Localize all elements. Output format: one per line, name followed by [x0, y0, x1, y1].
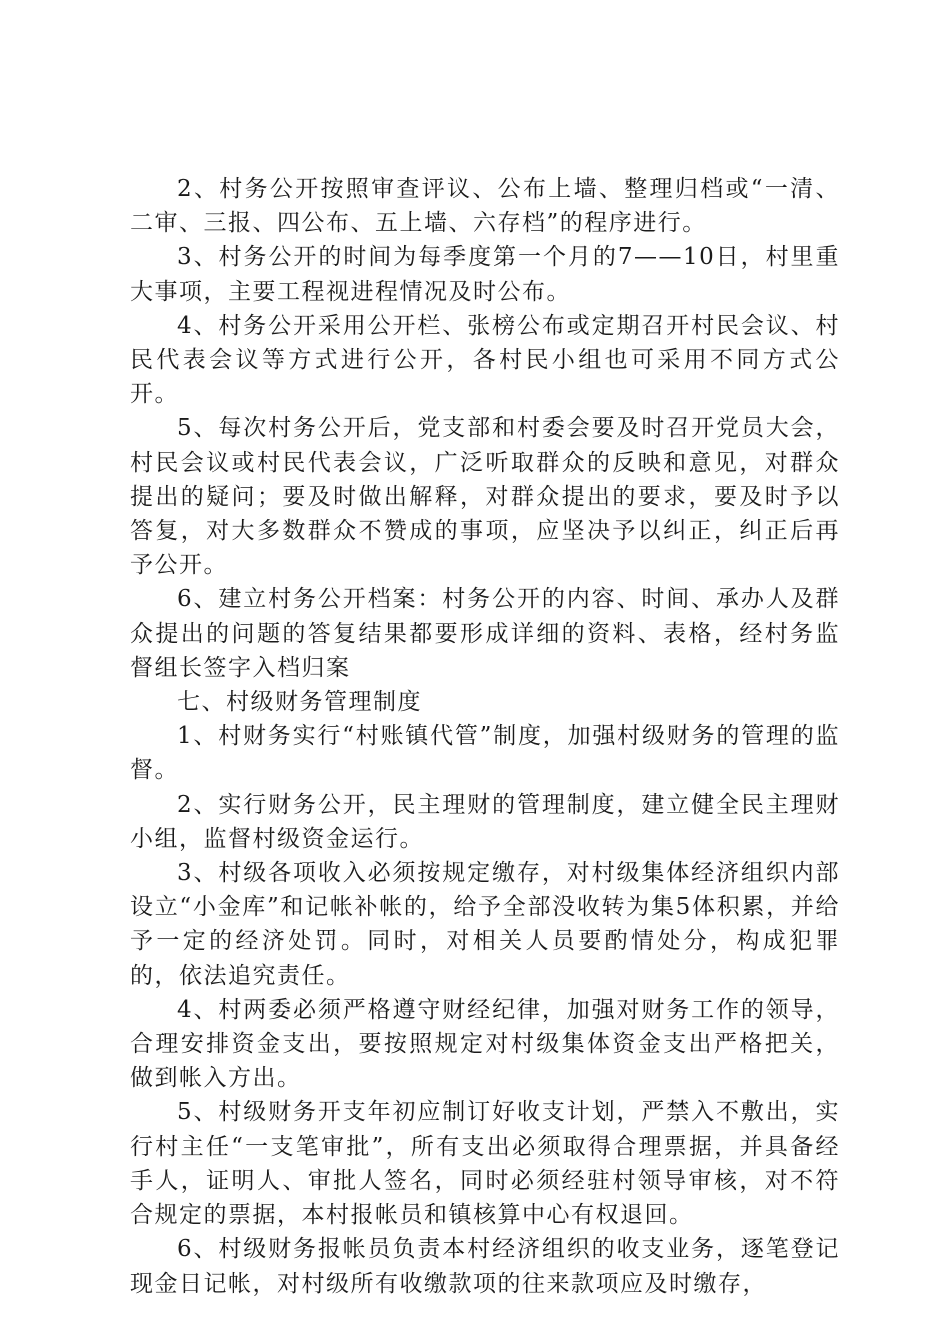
document-body: [130, 172, 840, 1301]
paragraph-village-affairs-feedback: 5、每次村务公开后，党支部和村委会要及时召开党员大会，村民会议或村民代表会议，广泛听取群众的反映和意见，对群众提出的疑问；要及时做出解释，对群众提出的要求，要及时予以答复，对大多数群众不赞成的事项，应坚决予以纠正，纠正后再予公开。: [130, 415, 840, 579]
paragraph-finance-discipline: 4、村两委必须严格遵守财经纪律，加强对财务工作的领导，合理安排资金支出，要按照规定对村级集体资金支出严格把关，做到帐入方出。: [130, 996, 840, 1092]
paragraph-village-affairs-timing: 3、村务公开的时间为每季度第一个月的7——10日，村里重大事项，主要工程视进程情况及时公布。: [130, 244, 840, 305]
paragraph-finance-town-managed: 1、村财务实行“村账镇代管”制度，加强村级财务的管理的监督。: [130, 723, 840, 784]
paragraph-finance-income-deposit: 3、村级各项收入必须按规定缴存，对村级集体经济组织内部设立“小金库”和记帐补帐的，给予全部没收转为集5体积累，并给予一定的经济处罚。同时，对相关人员要酌情处分，构成犯罪的，依法追究责任。: [130, 860, 840, 989]
paragraph-village-affairs-procedure: 2、村务公开按照审查评议、公布上墙、整理归档或“一清、二审、三报、四公布、五上墙、六存档”的程序进行。: [130, 176, 840, 237]
paragraph-finance-disclosure: 2、实行财务公开，民主理财的管理制度，建立健全民主理财小组，监督村级资金运行。: [130, 791, 840, 852]
paragraph-village-affairs-methods: 4、村务公开采用公开栏、张榜公布或定期召开村民会议、村民代表会议等方式进行公开，各村民小组也可采用不同方式公开。: [130, 312, 840, 408]
paragraph-village-affairs-archive: 6、建立村务公开档案：村务公开的内容、时间、承办人及群众提出的问题的答复结果都要形成详细的资料、表格，经村务监督组长签字入档归案: [130, 586, 840, 681]
section-heading-finance: 七、村级财务管理制度: [177, 689, 422, 716]
paragraph-finance-bookkeeper: 6、村级财务报帐员负责本村经济组织的收支业务，逐笔登记现金日记帐，对村级所有收缴款项的往来款项应及时缴存，: [130, 1236, 840, 1297]
paragraph-finance-expenditure-plan: 5、村级财务开支年初应制订好收支计划，严禁入不敷出，实行村主任“一支笔审批”，所有支出必须取得合理票据，并具备经手人，证明人、审批人签名，同时必须经驻村领导审核，对不符合规定的票据，本村报帐员和镇核算中心有权退回。: [130, 1099, 840, 1229]
